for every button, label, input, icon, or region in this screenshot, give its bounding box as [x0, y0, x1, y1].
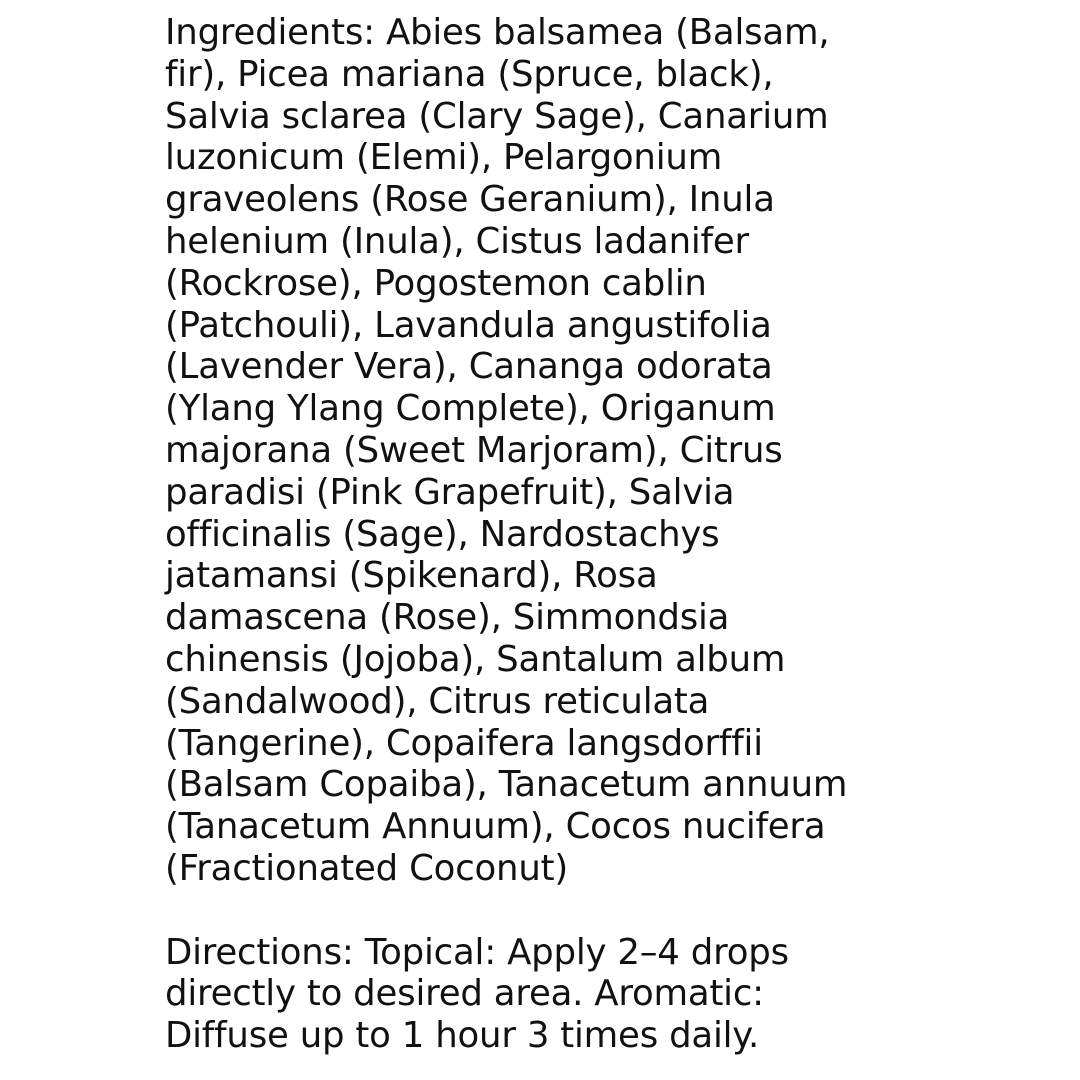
- ingredients-line: helenium (Inula), Cistus ladanifer: [165, 220, 749, 262]
- ingredients-line: (Tanacetum Annuum), Cocos nucifera: [165, 806, 826, 848]
- ingredients-line: (Sandalwood), Citrus reticulata: [165, 680, 710, 722]
- ingredients-line: (Ylang Ylang Complete), Origanum: [165, 388, 776, 430]
- ingredients-line: graveolens (Rose Geranium), Inula: [165, 179, 775, 221]
- directions-line: Diffuse up to 1 hour 3 times daily.: [165, 1015, 760, 1057]
- ingredients-section: [165, 12, 925, 890]
- ingredients-line: (Rockrose), Pogostemon cablin: [165, 262, 707, 304]
- section-gap: [165, 890, 925, 932]
- ingredients-line: (Fractionated Coconut): [165, 847, 569, 889]
- ingredients-line: chinensis (Jojoba), Santalum album: [165, 638, 786, 680]
- ingredients-line: fir), Picea mariana (Spruce, black),: [165, 53, 774, 95]
- ingredients-line: (Lavender Vera), Cananga odorata: [165, 346, 773, 388]
- directions-line: Directions: Topical: Apply 2–4 drops: [165, 931, 789, 973]
- ingredients-line: Salvia sclarea (Clary Sage), Canarium: [165, 95, 829, 137]
- ingredients-line: damascena (Rose), Simmondsia: [165, 597, 730, 639]
- product-label-text: [165, 12, 925, 1057]
- directions-line: directly to desired area. Aromatic:: [165, 973, 764, 1015]
- ingredients-line: (Patchouli), Lavandula angustifolia: [165, 304, 772, 346]
- ingredients-line: (Tangerine), Copaifera langsdorffii: [165, 722, 763, 764]
- ingredients-line: paradisi (Pink Grapefruit), Salvia: [165, 471, 735, 513]
- ingredients-line: luzonicum (Elemi), Pelargonium: [165, 137, 723, 179]
- ingredients-line: Ingredients: Abies balsamea (Balsam,: [165, 12, 830, 53]
- ingredients-line: (Balsam Copaiba), Tanacetum annuum: [165, 764, 848, 806]
- ingredients-line: officinalis (Sage), Nardostachys: [165, 513, 720, 555]
- directions-section: [165, 932, 925, 1057]
- ingredients-line: majorana (Sweet Marjoram), Citrus: [165, 429, 783, 471]
- ingredients-line: jatamansi (Spikenard), Rosa: [165, 555, 658, 597]
